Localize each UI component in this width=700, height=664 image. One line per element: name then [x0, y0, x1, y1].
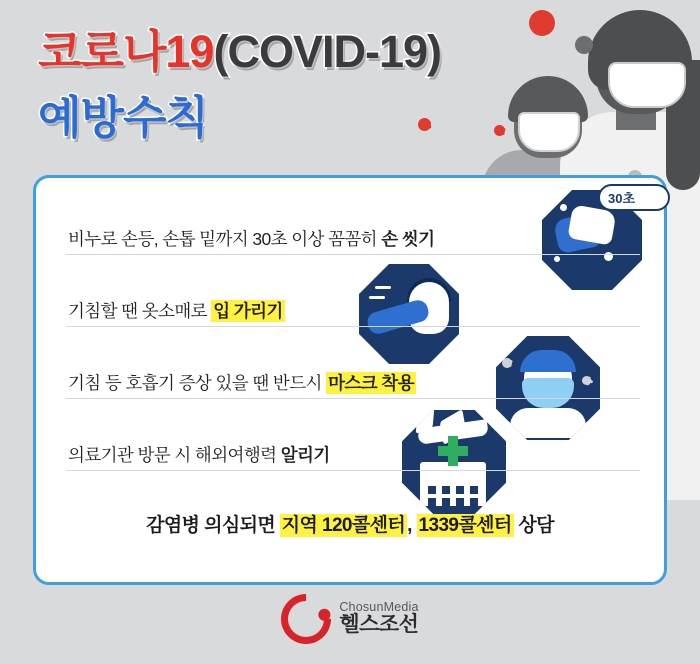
logo-swirl-icon [271, 584, 342, 655]
cough-droplet-line [369, 296, 385, 299]
divider-2 [66, 326, 640, 327]
call-center-prefix: 감염병 의심되면 [146, 515, 280, 536]
mask-person-mask [522, 378, 574, 408]
hospital-window [428, 486, 436, 494]
call-center-1339: 1339콜센터 [418, 515, 512, 536]
guideline-item-1-text: 비누로 손등, 손톱 밑까지 30초 이상 꼼꼼히 [68, 229, 382, 249]
hospital-plane-icon [402, 410, 506, 514]
hospital-window [428, 498, 436, 506]
call-center-120: 지역 120콜센터 [281, 515, 406, 536]
hospital-window [470, 498, 478, 506]
guideline-item-4-emphasis: 알리기 [280, 445, 330, 465]
hand-wash-bubble [560, 204, 567, 211]
person-masked-man-mask [518, 112, 580, 152]
cough-droplet-line [375, 286, 391, 289]
mask-person-body [510, 408, 586, 438]
guideline-item-2-text: 기침할 땐 옷소매로 [68, 301, 212, 321]
divider-4 [66, 470, 640, 471]
wash-duration-badge: 30초 [598, 184, 670, 211]
logo-text [339, 601, 418, 637]
cough-sleeve-icon [359, 264, 459, 364]
guideline-item-4 [68, 442, 330, 467]
virus-icon-on-mask [502, 358, 512, 368]
guideline-item-2 [68, 298, 285, 323]
call-center-notice [36, 510, 664, 537]
hospital-cross-horizontal [438, 446, 468, 456]
guideline-item-3-text: 기침 등 호흡기 증상 있을 땐 반드시 [68, 373, 327, 393]
title-line-2: 예방수칙 [38, 92, 208, 144]
guideline-item-1-emphasis: 손 씻기 [381, 229, 435, 249]
call-center-suffix: 상담 [513, 515, 554, 536]
title-covid-korean: 코로나19 [38, 26, 214, 77]
hospital-window [456, 498, 464, 506]
guidelines-card [33, 175, 667, 585]
hand-wash-bubble [554, 256, 560, 262]
guideline-item-4-text: 의료기관 방문 시 해외여행력 [68, 445, 281, 465]
hospital-window [442, 498, 450, 506]
guideline-item-3 [68, 370, 416, 395]
logo-brand-ko: 헬스조선 [339, 613, 419, 637]
poster-title [38, 28, 498, 146]
title-line-1 [38, 28, 498, 75]
call-center-separator: , [407, 515, 417, 536]
hospital-window [456, 486, 464, 494]
guideline-item-2-emphasis: 입 가리기 [213, 301, 283, 321]
hospital-window [442, 486, 450, 494]
hospital-window [470, 486, 478, 494]
mask-person-hair [520, 350, 576, 372]
title-covid-english: (COVID-19) [213, 26, 441, 77]
guideline-item-1 [68, 226, 434, 251]
virus-icon-red-large [529, 10, 555, 36]
person-masked-woman-mask [608, 62, 686, 108]
virus-icon-dark [575, 36, 593, 54]
chosun-media-logo [0, 594, 700, 644]
logo-brand-en: ChosunMedia [339, 599, 419, 614]
divider-3 [66, 398, 640, 399]
face-mask-icon [496, 336, 600, 440]
divider-1 [66, 254, 640, 255]
virus-icon-on-mask [582, 376, 591, 385]
guideline-item-3-emphasis: 마스크 착용 [328, 373, 414, 393]
